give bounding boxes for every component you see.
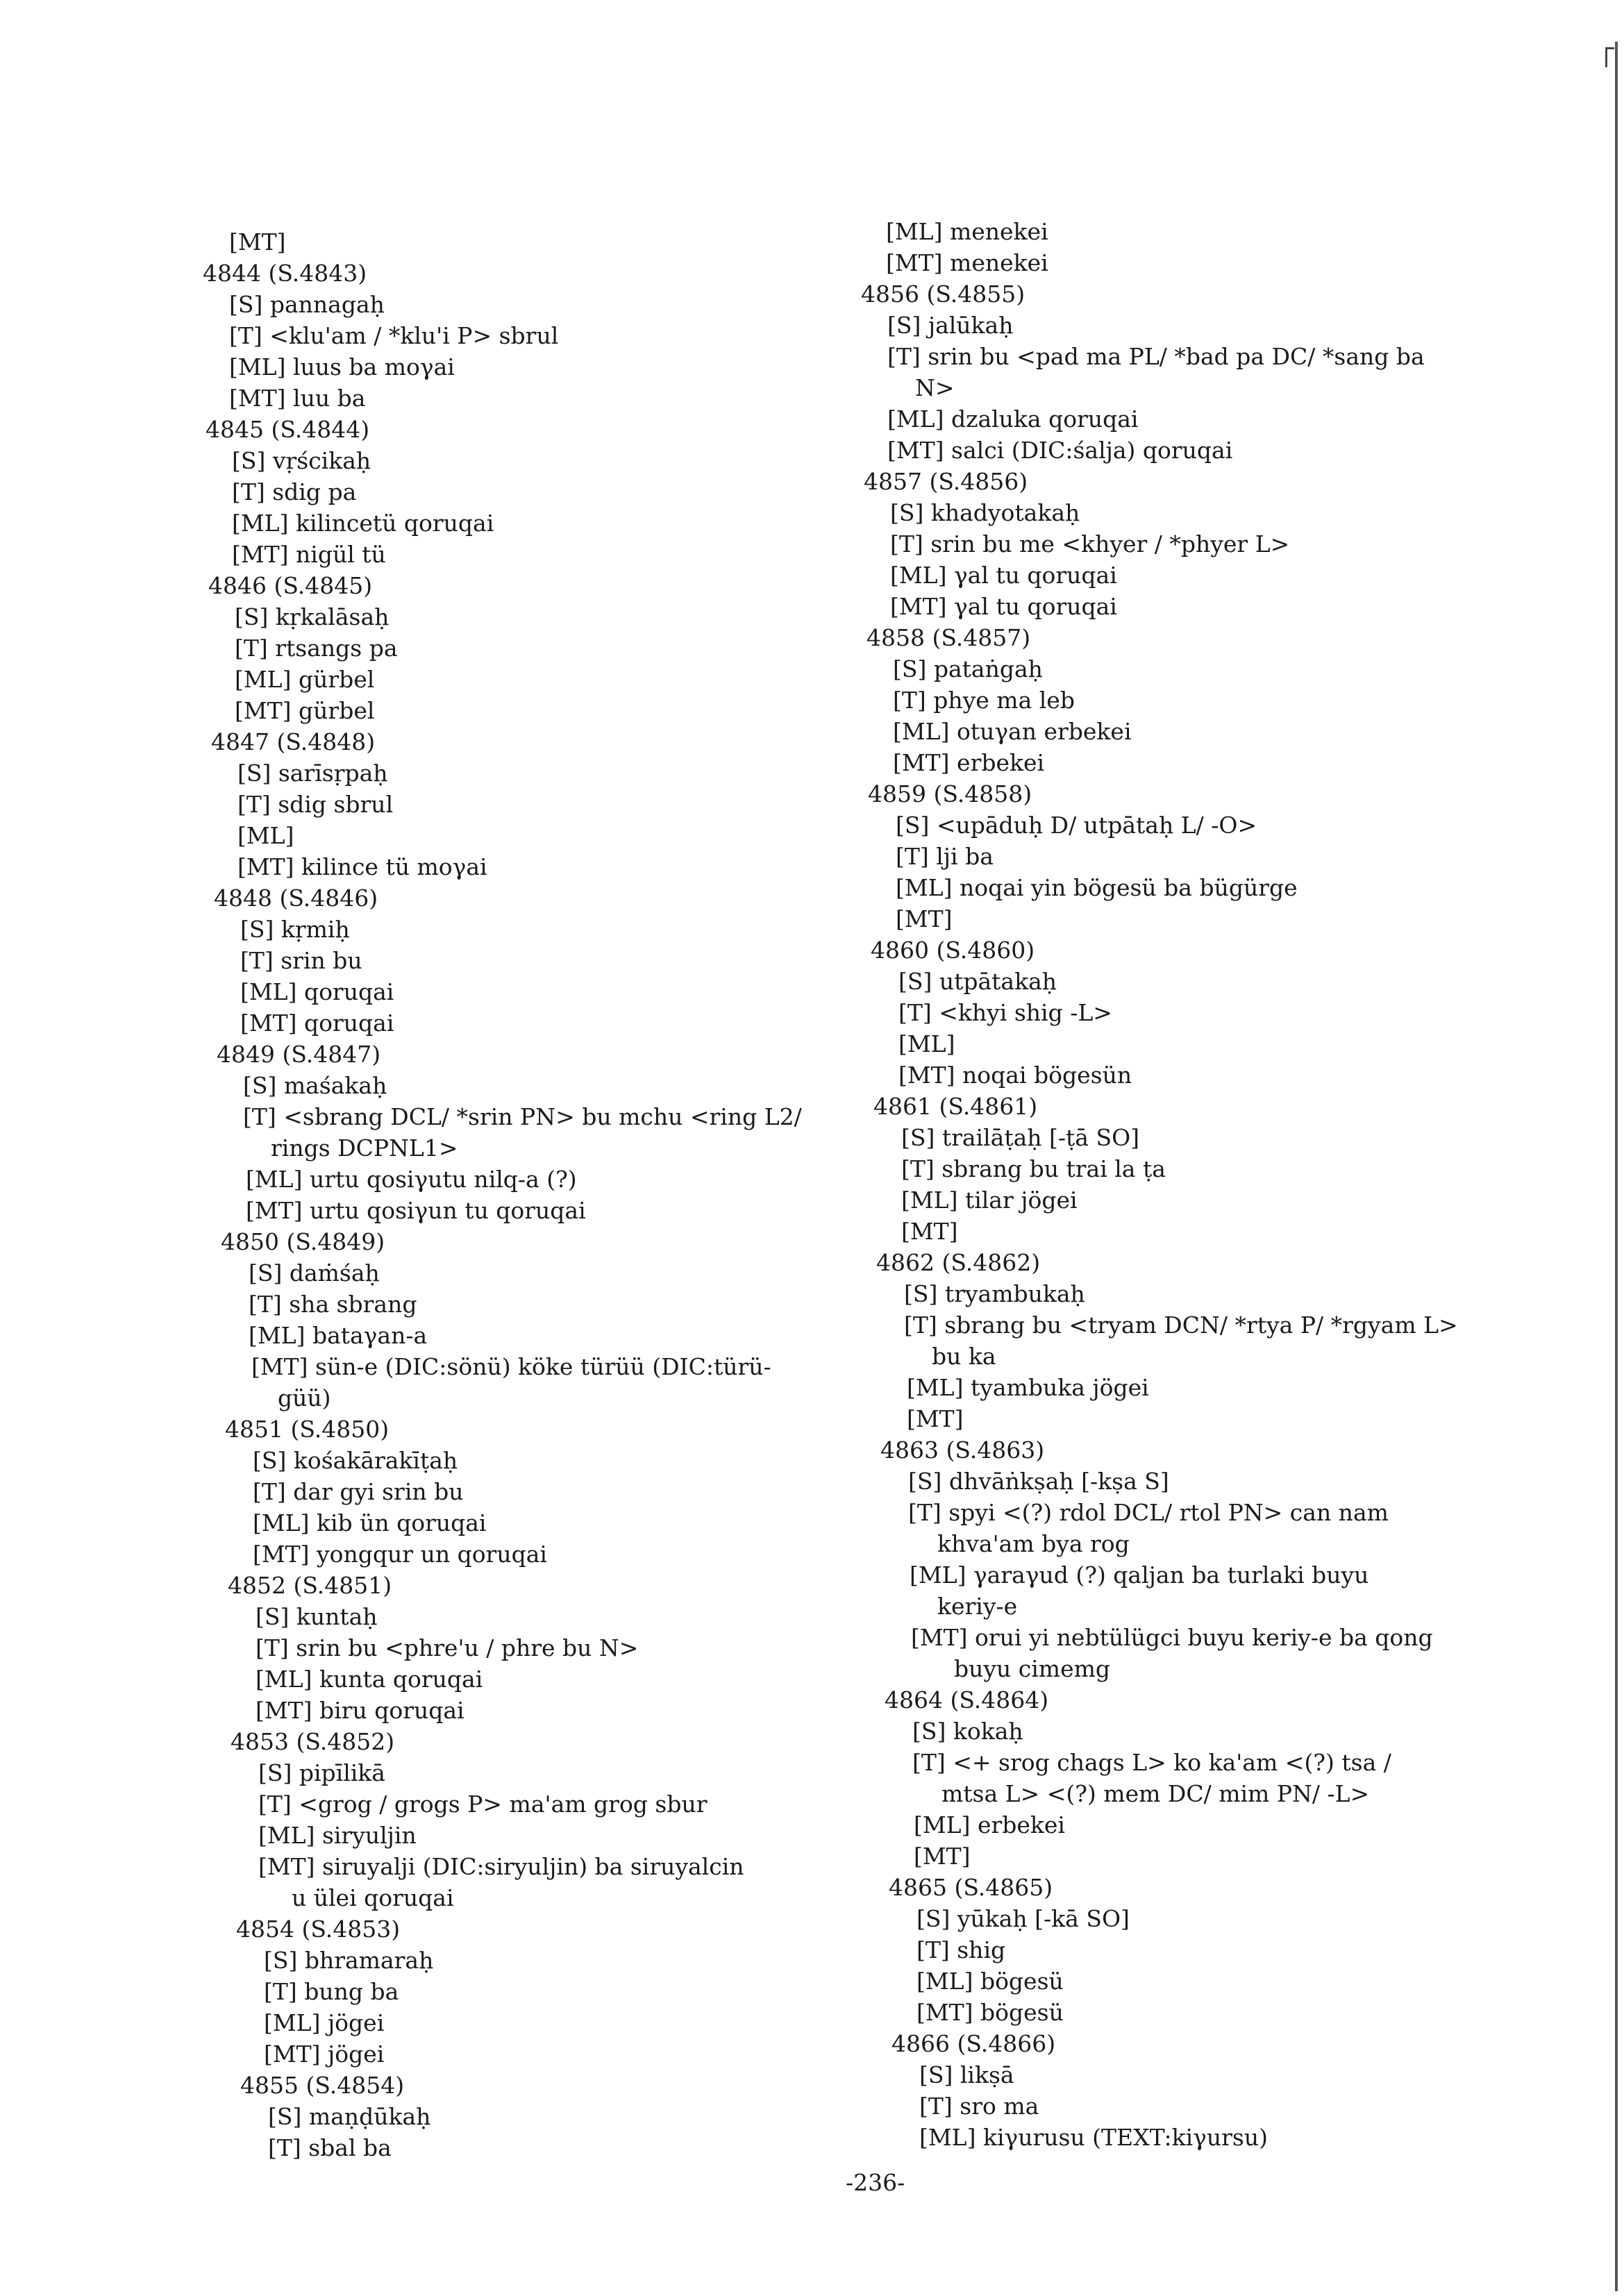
entry-line: [ML] γal tu qoruqai — [890, 562, 1117, 589]
entry-line: [S] utpātakaḥ — [898, 968, 1057, 995]
entry-line: [ML] erbekei — [914, 1811, 1065, 1838]
entry-line: [MT] bögesü — [916, 1999, 1064, 2026]
entry-number: 4860 (S.4860) — [871, 937, 1035, 964]
entry-number: 4847 (S.4848) — [211, 728, 376, 755]
entry-line: [S] pipīlikā — [258, 1759, 385, 1786]
entry-line: [ML] noqai yin bögesü ba bügürge — [896, 874, 1298, 901]
entry-line: [T] spyi <(?) rdol DCL/ rtol PN> can nam — [908, 1499, 1389, 1526]
entry-number: 4866 (S.4866) — [891, 2030, 1056, 2057]
entry-number: 4849 (S.4847) — [217, 1041, 381, 1068]
entry-line: [S] jalūkaḥ — [887, 312, 1014, 339]
entry-line: [MT] kilince tü moγai — [237, 853, 487, 880]
entry-line: [T] sbal ba — [268, 2134, 392, 2161]
entry-line: [ML] urtu qosiγutu nilq-a (?) — [246, 1166, 577, 1193]
entry-line: [MT] sün-e (DIC:sönü) köke türüü (DIC:türü- — [251, 1353, 771, 1380]
entry-line: [MT] — [901, 1218, 958, 1245]
entry-line: [T] srin bu me <khyer / *phyer L> — [890, 530, 1290, 558]
entry-number: 4862 (S.4862) — [876, 1249, 1041, 1276]
entry-line: [MT] — [896, 905, 953, 932]
entry-number: 4859 (S.4858) — [868, 780, 1032, 807]
entry-line: [T] sha sbrang — [249, 1291, 417, 1318]
entry-line: [T] shig — [916, 1936, 1006, 1963]
entry-line: [T] sbrang bu trai la ṭa — [901, 1155, 1166, 1182]
entry-line: [T] rtsangs pa — [235, 635, 398, 662]
entry-line: buyu cimemg — [954, 1655, 1111, 1682]
entry-line: [MT] urtu qosiγun tu qoruqai — [246, 1197, 586, 1224]
entry-line: [S] sarīsṛpaḥ — [237, 760, 388, 787]
entry-line: [ML] tyambuka jögei — [907, 1374, 1149, 1401]
scan-edge-line — [1615, 42, 1618, 2291]
entry-line: [ML] siryuljin — [258, 1822, 417, 1849]
entry-line: [MT] noqai bögesün — [898, 1062, 1132, 1089]
entry-line: [T] bung ba — [264, 1978, 399, 2005]
entry-line: [ML] bögesü — [916, 1968, 1064, 1995]
entry-number: 4855 (S.4854) — [240, 2072, 405, 2099]
entry-number: 4863 (S.4863) — [880, 1436, 1045, 1464]
entry-line: mtsa L> <(?) mem DC/ mim PN/ -L> — [941, 1780, 1370, 1807]
entry-number: 4865 (S.4865) — [889, 1874, 1053, 1901]
entry-line: [ML] bataγan-a — [249, 1322, 428, 1349]
entry-number: 4845 (S.4844) — [206, 416, 370, 443]
entry-line: [S] <upāduḥ D/ utpātaḥ L/ -O> — [896, 812, 1257, 839]
entry-line: [ML] kunta qoruqai — [256, 1666, 483, 1693]
scan-corner-mark — [1605, 47, 1614, 67]
entry-line: [S] pataṅgaḥ — [893, 655, 1043, 682]
entry-line: [ML] qoruqai — [240, 978, 394, 1005]
entry-line: [S] khadyotakaḥ — [890, 499, 1080, 526]
entry-line: [S] maśakaḥ — [243, 1072, 387, 1099]
entry-line: [ML] kilincetü qoruqai — [232, 510, 494, 537]
entry-line: [S] kṛkalāsaḥ — [235, 603, 390, 630]
entry-line: [MT] biru qoruqai — [256, 1697, 464, 1724]
entry-line: [MT] qoruqai — [240, 1009, 394, 1037]
entry-number: 4851 (S.4850) — [225, 1416, 390, 1443]
entry-line: [ML] — [237, 822, 294, 849]
entry-line: [MT] yongqur un qoruqai — [253, 1541, 547, 1568]
entry-number: 4844 (S.4843) — [203, 260, 367, 287]
entry-line: [MT] — [914, 1843, 971, 1870]
entry-line: [S] daṁśaḥ — [249, 1259, 380, 1287]
entry-line: keriy-e — [937, 1593, 1018, 1620]
entry-line: [S] trailāṭaḥ [-ṭā SO] — [901, 1124, 1140, 1151]
entry-number: 4856 (S.4855) — [861, 280, 1026, 308]
entry-line: [S] yūkaḥ [-kā SO] — [916, 1905, 1130, 1932]
entry-line: [T] <+ srog chags L> ko ka'am <(?) tsa / — [912, 1749, 1391, 1776]
entry-line: [MT] gürbel — [235, 697, 375, 724]
entry-line: u ülei qoruqai — [292, 1884, 454, 1911]
entry-number: 4852 (S.4851) — [228, 1572, 392, 1599]
entry-line: [S] vṛścikaḥ — [232, 447, 371, 474]
entry-line: [S] kṛmiḥ — [240, 916, 350, 943]
entry-line: [S] kuntaḥ — [256, 1603, 378, 1630]
entry-line: [T] srin bu <pad ma PL/ *bad pa DC/ *sang ba — [887, 343, 1425, 370]
entry-line: [S] kokaḥ — [912, 1718, 1023, 1745]
entry-line: [T] phye ma leb — [893, 687, 1075, 714]
entry-line: [ML] γaraγud (?) qaljan ba turlaki buyu — [910, 1561, 1369, 1589]
entry-line: [MT] luu ba — [229, 385, 366, 412]
entry-line: [ML] gürbel — [235, 666, 375, 693]
entry-line: [ML] tilar jögei — [901, 1187, 1078, 1214]
entry-line: [S] likṣā — [919, 2061, 1014, 2088]
entry-line: [T] <sbrang DCL/ *srin PN> bu mchu <ring L2/ — [243, 1103, 802, 1130]
entry-line: [MT] — [907, 1405, 964, 1432]
entry-number: 4846 (S.4845) — [208, 572, 373, 599]
entry-number: 4858 (S.4857) — [867, 624, 1031, 651]
entry-line: [T] dar gyi srin bu — [253, 1478, 464, 1505]
entry-line: [T] sdig pa — [232, 478, 357, 505]
entry-line: [T] sdig sbrul — [237, 791, 394, 818]
entry-line: [T] srin bu <phre'u / phre bu N> — [256, 1634, 639, 1661]
entry-line: [S] kośakārakīṭaḥ — [253, 1447, 458, 1474]
entry-line: rings DCPNL1> — [271, 1134, 458, 1162]
entry-line: [ML] jögei — [264, 2009, 385, 2036]
entry-number: 4848 (S.4846) — [214, 885, 378, 912]
entry-line: [MT] erbekei — [893, 749, 1045, 776]
entry-line: [ML] — [898, 1030, 955, 1057]
entry-line: khva'am bya rog — [937, 1530, 1130, 1557]
entry-line: [ML] kib ün qoruqai — [253, 1509, 487, 1536]
entry-line: [S] pannagaḥ — [229, 291, 385, 318]
entry-line: [T] <klu'am / *klu'i P> sbrul — [229, 322, 559, 349]
entry-number: 4864 (S.4864) — [885, 1686, 1049, 1713]
entry-number: 4857 (S.4856) — [864, 468, 1028, 495]
entry-line: [S] tryambukaḥ — [904, 1280, 1085, 1307]
entry-line: [MT] menekei — [886, 249, 1048, 276]
entry-number: 4854 (S.4853) — [236, 1916, 401, 1943]
entry-line: [S] bhramaraḥ — [264, 1947, 434, 1974]
entry-number: 4861 (S.4861) — [873, 1093, 1038, 1120]
entry-line: [ML] otuγan erbekei — [893, 718, 1132, 745]
entry-line: [T] <khyi shig -L> — [898, 999, 1112, 1026]
entry-line: bu ka — [932, 1343, 996, 1370]
entry-line: [MT] γal tu qoruqai — [890, 593, 1117, 620]
entry-line: [MT] nigül tü — [232, 541, 386, 568]
entry-line: [MT] siruyalji (DIC:siryuljin) ba siruyalcin — [258, 1853, 744, 1880]
page-number: -236- — [846, 2169, 905, 2196]
entry-line: [T] sro ma — [919, 2093, 1039, 2120]
entry-line: [MT] orui yi nebtülügci buyu keriy-e ba qong — [911, 1624, 1433, 1651]
entry-line: [ML] kiγurusu (TEXT:kiγursu) — [919, 2124, 1268, 2151]
entry-line: [MT] jögei — [264, 2041, 385, 2068]
entry-line: [T] srin bu — [240, 947, 362, 974]
entry-line: [ML] luus ba moγai — [229, 353, 455, 380]
entry-line: güü) — [278, 1384, 331, 1411]
entry-number: 4850 (S.4849) — [221, 1228, 385, 1255]
entry-line: [T] <grog / grogs P> ma'am grog sbur — [258, 1791, 708, 1818]
entry-line: N> — [915, 374, 955, 401]
entry-line: [ML] menekei — [886, 218, 1048, 245]
entry-line: [T] sbrang bu <tryam DCN/ *rtya P/ *rgyam L> — [904, 1312, 1458, 1339]
entry-number: 4853 (S.4852) — [231, 1728, 395, 1755]
entry-line: [ML] dzaluka qoruqai — [887, 405, 1139, 433]
entry-line: [S] maṇḍūkaḥ — [268, 2103, 431, 2130]
entry-line: [S] dhvāṅkṣaḥ [-kṣa S] — [908, 1468, 1169, 1495]
entry-line: [MT] salci (DIC:śalja) qoruqai — [887, 437, 1233, 464]
entry-line: [MT] — [229, 228, 286, 255]
entry-line: [T] lji ba — [896, 843, 994, 870]
